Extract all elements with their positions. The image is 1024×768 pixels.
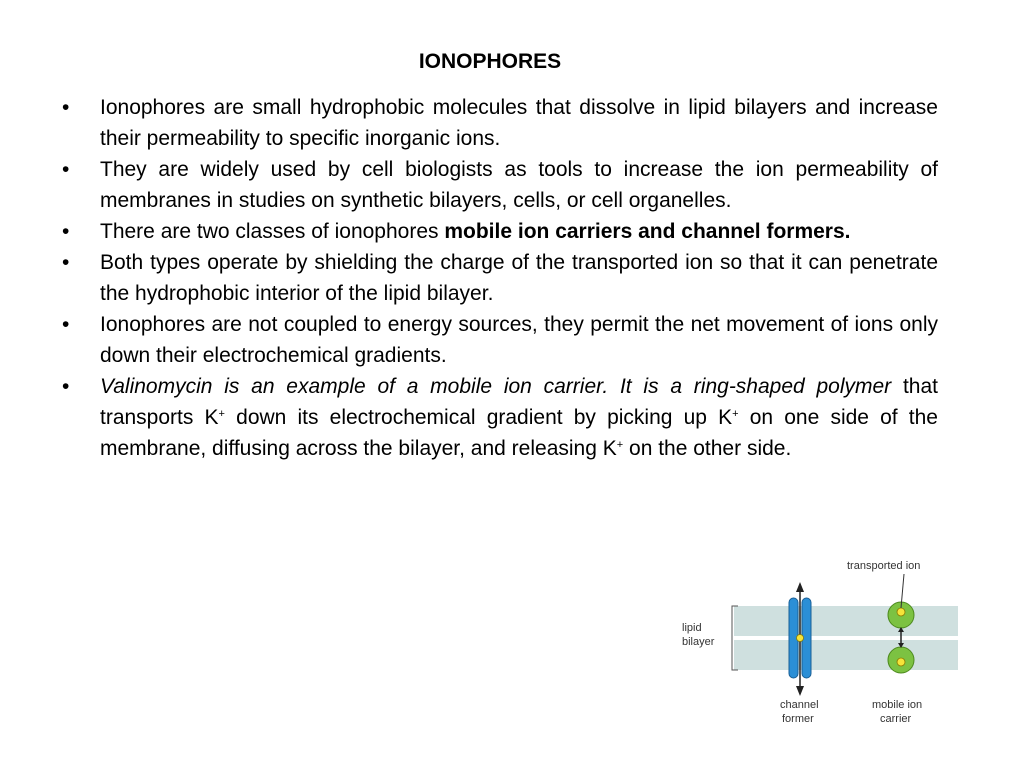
label-channel: channel [780,699,819,711]
label-lipid: lipid [682,622,702,634]
carrier-lower-ion [897,658,905,666]
bullet-dot: • [62,313,70,336]
bullet-item [62,247,938,309]
ionophore-diagram [672,552,972,742]
channel-arrow-head-down [796,686,804,696]
slide-title: IONOPHORES [418,50,562,73]
bullet-list [62,92,938,464]
bullet-text: Ionophores are not coupled to energy sources, they permit the net movement of ions only down their electrochemical gradients. [100,313,938,367]
bullet-text: that transports K [100,375,938,429]
bullet-item [62,371,938,464]
bullet-item [62,309,938,371]
ionophore-diagram-svg [672,552,972,742]
bullet-dot: • [62,96,70,119]
channel-ion [797,635,804,642]
label-carrier: carrier [880,713,912,725]
bullet-dot: • [62,220,70,243]
bullet-text: on the other side. [623,437,792,460]
superscript-plus: + [616,439,624,451]
label-bilayer: bilayer [682,636,715,648]
carrier-upper-ion [897,608,905,616]
bullet-text: There are two classes of ionophores [100,220,445,243]
bullet-text: They are widely used by cell biologists as tools to increase the ion permeability of membranes in studies on synthetic bilayers, cells, or cell organelles. [100,158,938,212]
bullet-bold-text: mobile ion carriers and channel formers. [444,220,851,243]
bullet-dot: • [62,158,70,181]
bullet-item [62,154,938,216]
superscript-plus: + [732,408,739,420]
label-transported-ion: transported ion [847,560,921,572]
bullet-text: down its electrochemical gradient by picking up K [224,406,733,429]
bullet-dot: • [62,251,70,274]
superscript-plus: + [218,408,225,420]
bilayer-upper-band [734,606,958,636]
channel-arrow-head-up [796,582,804,592]
bullet-text: on one side of the membrane, diffusing across the bilayer, and releasing K [100,406,938,460]
bilayer-lower-band [734,640,958,670]
bullet-item [62,92,938,154]
label-mobile-ion: mobile ion [872,699,923,711]
bullet-text: Both types operate by shielding the charge of the transported ion so that it can penetrate the hydrophobic interior of the lipid bilayer. [100,251,938,305]
bullet-text: Ionophores are small hydrophobic molecules that dissolve in lipid bilayers and increase their permeability to specific inorganic ions. [100,96,938,150]
bullet-dot: • [62,375,70,398]
bullet-italic-text: Valinomycin is an example of a mobile ion carrier. It is a ring-shaped polymer [100,375,892,398]
bullet-item [62,216,938,247]
label-former: former [782,713,814,725]
